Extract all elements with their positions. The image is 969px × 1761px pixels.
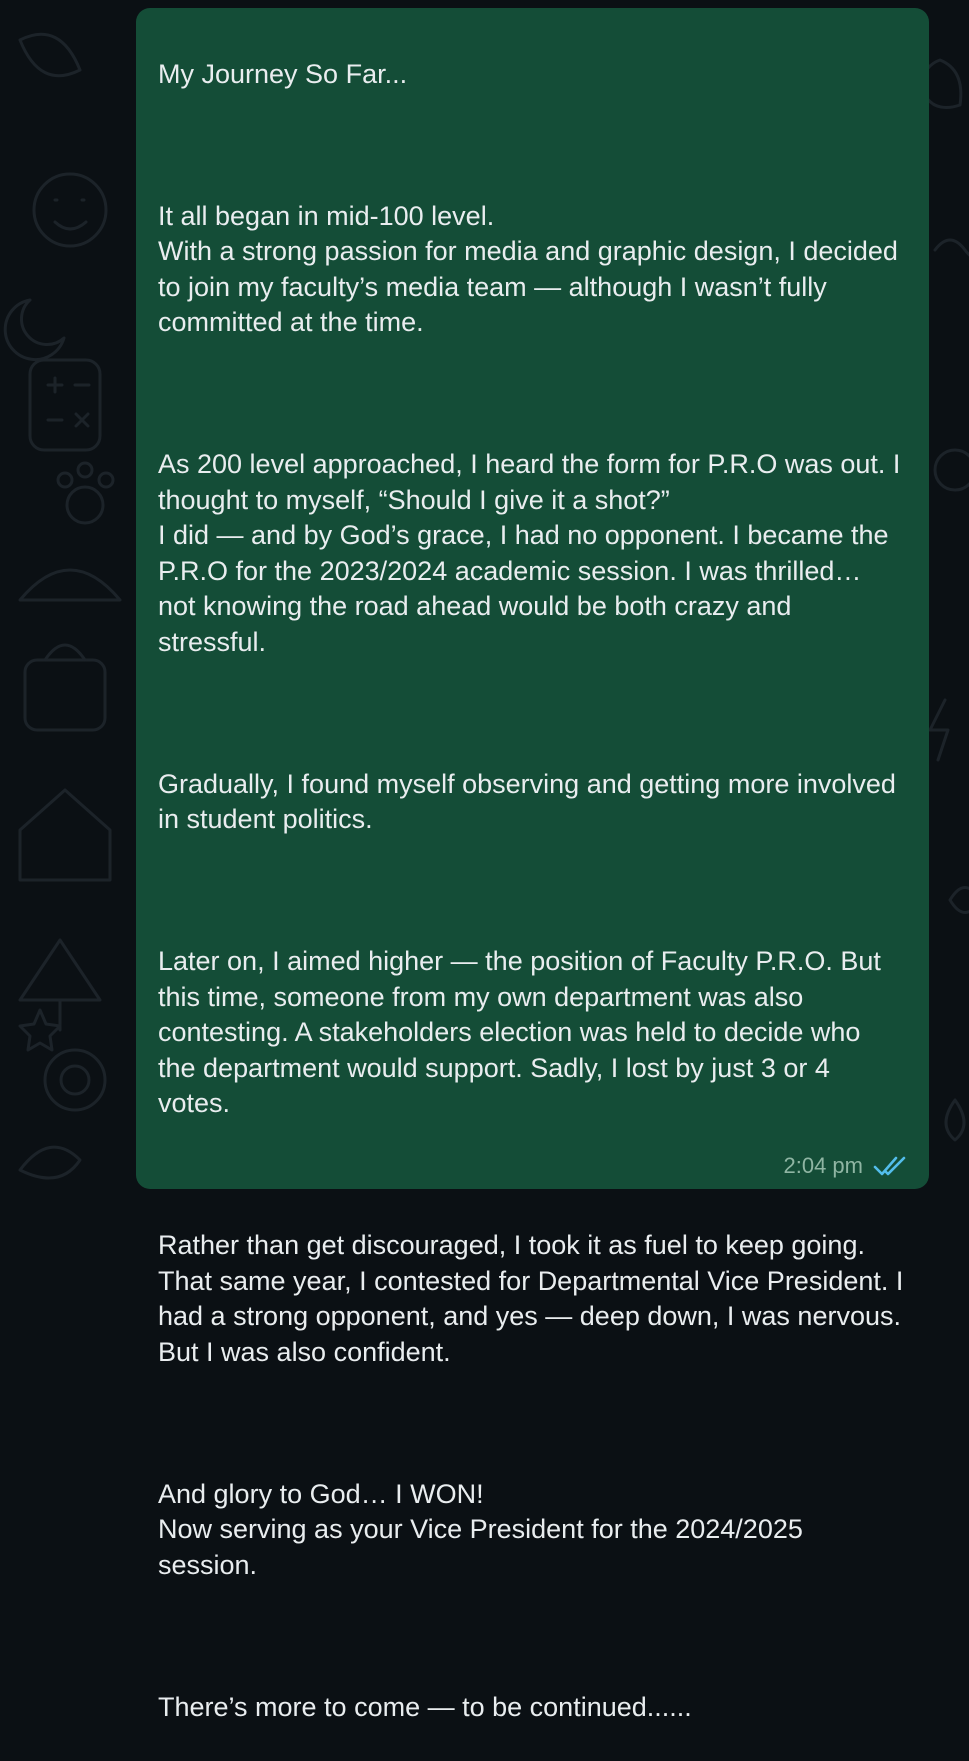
message-paragraph: My Journey So Far... [158,58,408,89]
doodle-flower-icon [950,888,969,913]
message-text [158,21,905,1761]
doodle-calculator-icon [30,360,100,450]
double-check-read-icon [873,1155,907,1177]
message-paragraph: It all began in mid-100 level. With a strong passion for media and graphic design, I decided to join my faculty’s media team — although I wasn’t fully committed at the time. [158,200,898,337]
message-paragraph: As 200 level approached, I heard the form for P.R.O was out. I thought to myself, “Should I give it a shot?” I did — and by God’s grace, I had no opponent. I became the P.R.O for the 2023/2024 academic session. I was thrilled… not knowing the road ahead would be both crazy and stressful. [158,449,901,657]
message-bubble[interactable] [136,8,929,1722]
message-paragraph: And glory to God… I WON! Now serving as your Vice President for the 2024/2025 session. [158,1478,803,1580]
message-paragraph: There’s more to come — to be continued...... [158,1691,692,1722]
doodle-smiley-icon [34,174,106,246]
doodle-moon-icon [5,300,64,360]
doodle-leaf-icon [20,34,80,75]
message-timestamp: 2:04 pm [783,1153,863,1178]
message-paragraph: Later on, I aimed higher — the position of Faculty P.R.O. But this time, someone from my own department was also contesting. A stakeholders election was held to decide who the department would support. Sadly, I lost by just 3 or 4 votes. [158,946,881,1118]
doodle-wave-icon [935,240,969,260]
message-paragraph: Gradually, I found myself observing and getting more involved in student politics. [158,768,896,834]
message-paragraph: Rather than get discouraged, I took it as fuel to keep going. That same year, I contested for Departmental Vice President. I had a strong opponent, and yes — deep down, I was nervous. But I was also confident. [158,1230,904,1367]
message-meta [784,1153,908,1179]
doodle-ring-icon [935,450,969,490]
doodle-star-icon [20,1010,60,1050]
doodle-bolt-icon [930,700,948,760]
doodle-drop-icon [946,1100,964,1140]
doodle-house-icon [20,790,110,880]
doodle-rocket-icon [20,1147,80,1178]
doodle-taco-icon [20,570,120,600]
doodle-tree-icon [20,940,100,1030]
doodle-paw-icon [67,487,103,523]
doodle-bag-icon [25,660,105,730]
doodle-target-icon [45,1050,105,1110]
